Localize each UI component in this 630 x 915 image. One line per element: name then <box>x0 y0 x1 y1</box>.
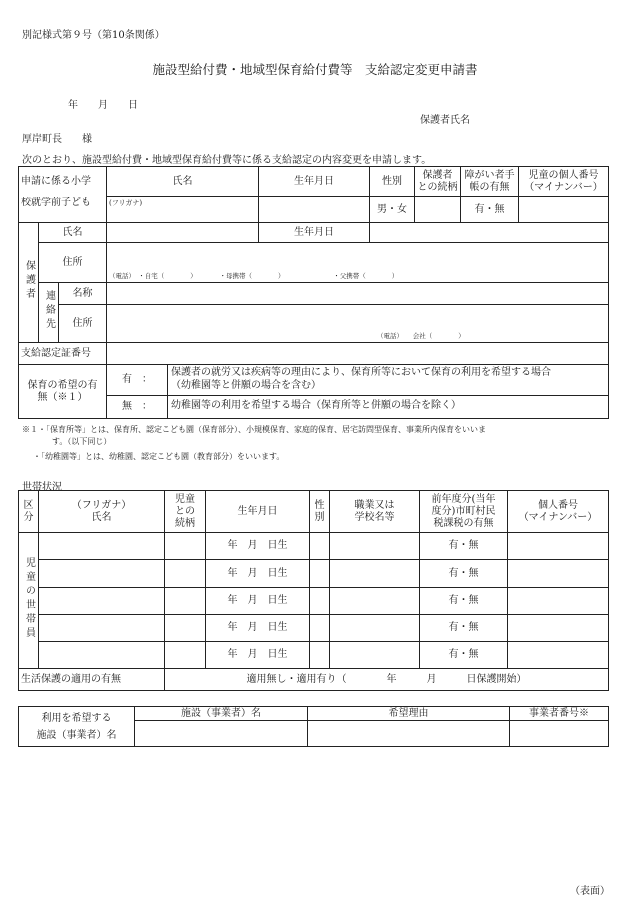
hh-tax-field[interactable]: 有・無 <box>420 588 508 615</box>
facility-name-field[interactable] <box>135 721 308 747</box>
guardian-phone-line: （電話） ・自宅（ ） ・母携帯（ ） ・父携帯（ ） <box>109 272 399 280</box>
hh-name-field[interactable] <box>39 560 165 588</box>
hh-job-field[interactable] <box>330 588 420 615</box>
hh-side-label: 児童の世帯員 <box>19 533 39 669</box>
table-row <box>19 642 609 669</box>
hh-col-kubun: 区 分 <box>19 491 39 533</box>
addressee: 厚岸町長 様 <box>22 134 92 145</box>
table-row <box>19 560 609 588</box>
child-col-name: 氏名 <box>107 167 259 197</box>
guardian-birth-field[interactable] <box>370 223 609 243</box>
child-col-sex: 性別 <box>370 167 415 197</box>
hh-col-mynumber: 個人番号 （マイナンバー） <box>508 491 609 533</box>
hh-relation-field[interactable] <box>165 588 206 615</box>
guardian-name-field[interactable] <box>107 223 259 243</box>
child-relation-field[interactable] <box>415 197 461 223</box>
hh-birth-field[interactable]: 年 月 日生 <box>206 588 310 615</box>
main-table <box>18 166 609 419</box>
hh-sex-field[interactable] <box>310 588 330 615</box>
form-number: 別記様式第９号（第10条関係） <box>22 30 165 41</box>
contact-phone-line: （電話） 会社（ ） <box>377 332 465 340</box>
hh-tax-field[interactable]: 有・無 <box>420 615 508 642</box>
child-sex-field[interactable]: 男・女 <box>370 197 415 223</box>
hh-job-field[interactable] <box>330 615 420 642</box>
household-table <box>18 490 609 691</box>
hh-sex-field[interactable] <box>310 533 330 560</box>
hh-col-relation: 児童 との 続柄 <box>165 491 206 533</box>
child-col-mynumber: 児童の個人番号 （マイナンバー） <box>519 167 609 197</box>
date-line: 年 月 日 <box>68 100 138 111</box>
contact-address-label: 住所 <box>59 305 107 343</box>
hope-no-row[interactable] <box>107 396 609 419</box>
cert-number-field[interactable] <box>107 343 609 365</box>
child-label-2: 校就学前子ども <box>19 197 107 223</box>
page-side-label: （表面） <box>570 886 610 897</box>
hh-job-field[interactable] <box>330 533 420 560</box>
furigana-label: (フリガナ) <box>109 199 143 207</box>
hh-col-name: （フリガナ） 氏名 <box>39 491 165 533</box>
hh-birth-field[interactable]: 年 月 日生 <box>206 615 310 642</box>
hh-name-field[interactable] <box>39 533 165 560</box>
hh-mynumber-field[interactable] <box>508 560 609 588</box>
facility-col-number: 事業者番号※ <box>510 707 609 721</box>
child-label: 申請に係る小学 <box>19 167 107 197</box>
child-name-field[interactable] <box>107 197 259 223</box>
hope-no-option[interactable]: 無 ： <box>122 401 152 412</box>
hh-mynumber-field[interactable] <box>508 533 609 560</box>
hh-tax-field[interactable]: 有・無 <box>420 533 508 560</box>
hh-relation-field[interactable] <box>165 560 206 588</box>
guardian-name-label: 保護者氏名 <box>420 115 470 126</box>
contact-name-field[interactable] <box>107 283 609 305</box>
contact-name-label: 名称 <box>59 283 107 305</box>
facility-reason-field[interactable] <box>308 721 510 747</box>
child-birth-field[interactable] <box>259 197 370 223</box>
note-1b: す。（以下同じ） <box>52 437 112 446</box>
hh-sex-field[interactable] <box>310 560 330 588</box>
hope-yes-option[interactable]: 有 ： <box>122 374 152 385</box>
intro-text: 次のとおり、施設型給付費・地域型保育給付費等に係る支給認定の内容変更を申請します。 <box>22 155 432 166</box>
hh-name-field[interactable] <box>39 642 165 669</box>
hh-col-job: 職業又は 学校名等 <box>330 491 420 533</box>
hh-mynumber-field[interactable] <box>508 642 609 669</box>
facility-col-name: 施設（事業者）名 <box>135 707 308 721</box>
contact-side-label: 連絡先 <box>39 283 59 343</box>
facility-label: 利用を希望する 施設（事業者）名 <box>19 707 135 747</box>
child-col-relation: 保護者 との続柄 <box>415 167 461 197</box>
hh-relation-field[interactable] <box>165 533 206 560</box>
guardian-name-label: 氏名 <box>39 223 107 243</box>
hh-birth-field[interactable]: 年 月 日生 <box>206 533 310 560</box>
table-row <box>19 615 609 642</box>
note-1: ※１・「保育所等」とは、保育所、認定こども園（保育部分）、小規模保育、家庭的保育、居宅訪問型保育、事業所内保育をいいま <box>22 425 486 434</box>
note-2: ・「幼稚園等」とは、幼稚園、認定こども園（教育部分）をいいます。 <box>33 452 285 461</box>
facility-col-reason: 希望理由 <box>308 707 510 721</box>
hope-yes-row[interactable] <box>107 365 609 396</box>
cert-number-label: 支給認定証番号 <box>19 343 107 365</box>
hh-col-tax: 前年度分(当年 度分)市町村民 税課税の有無 <box>420 491 508 533</box>
hh-relation-field[interactable] <box>165 642 206 669</box>
hh-sex-field[interactable] <box>310 642 330 669</box>
hh-mynumber-field[interactable] <box>508 588 609 615</box>
guardian-address-label: 住所 <box>39 243 107 283</box>
hh-relation-field[interactable] <box>165 615 206 642</box>
facility-number-field[interactable] <box>510 721 609 747</box>
hh-tax-field[interactable]: 有・無 <box>420 642 508 669</box>
hh-tax-field[interactable]: 有・無 <box>420 560 508 588</box>
child-col-disability: 障がい者手 帳の有無 <box>461 167 519 197</box>
guardian-address-field[interactable] <box>107 243 609 283</box>
guardian-birth-label: 生年月日 <box>259 223 370 243</box>
hh-job-field[interactable] <box>330 560 420 588</box>
hh-birth-field[interactable]: 年 月 日生 <box>206 642 310 669</box>
child-col-birth: 生年月日 <box>259 167 370 197</box>
hh-name-field[interactable] <box>39 615 165 642</box>
welfare-label: 生活保護の適用の有無 <box>19 669 165 691</box>
hh-birth-field[interactable]: 年 月 日生 <box>206 560 310 588</box>
hope-label: 保育の希望の有 無（※１） <box>19 365 107 419</box>
guardian-side-label: 保護者 <box>19 223 39 343</box>
hope-no-text: 幼稚園等の利用を希望する場合（保育所等と併願の場合を除く） <box>167 396 464 418</box>
table-row <box>19 588 609 615</box>
child-disability-field[interactable]: 有・無 <box>461 197 519 223</box>
hh-sex-field[interactable] <box>310 615 330 642</box>
hope-yes-text: 保護者の就労又は疾病等の理由により、保育所等において保育の利用を希望する場合 （幼稚園等と併願の場合を含む） <box>167 365 554 395</box>
hh-name-field[interactable] <box>39 588 165 615</box>
hh-col-birth: 生年月日 <box>206 491 310 533</box>
child-mynumber-field[interactable] <box>519 197 609 223</box>
hh-mynumber-field[interactable] <box>508 615 609 642</box>
table-row <box>19 533 609 560</box>
welfare-field[interactable]: 適用無し・適用有り（ 年 月 日保護開始） <box>165 669 609 691</box>
hh-job-field[interactable] <box>330 642 420 669</box>
household-title: 世帯状況 <box>22 482 62 493</box>
contact-address-field[interactable] <box>107 305 609 343</box>
facility-table <box>18 706 609 747</box>
hh-col-sex: 性 別 <box>310 491 330 533</box>
page-title: 施設型給付費・地域型保育給付費等 支給認定変更申請書 <box>152 62 478 77</box>
